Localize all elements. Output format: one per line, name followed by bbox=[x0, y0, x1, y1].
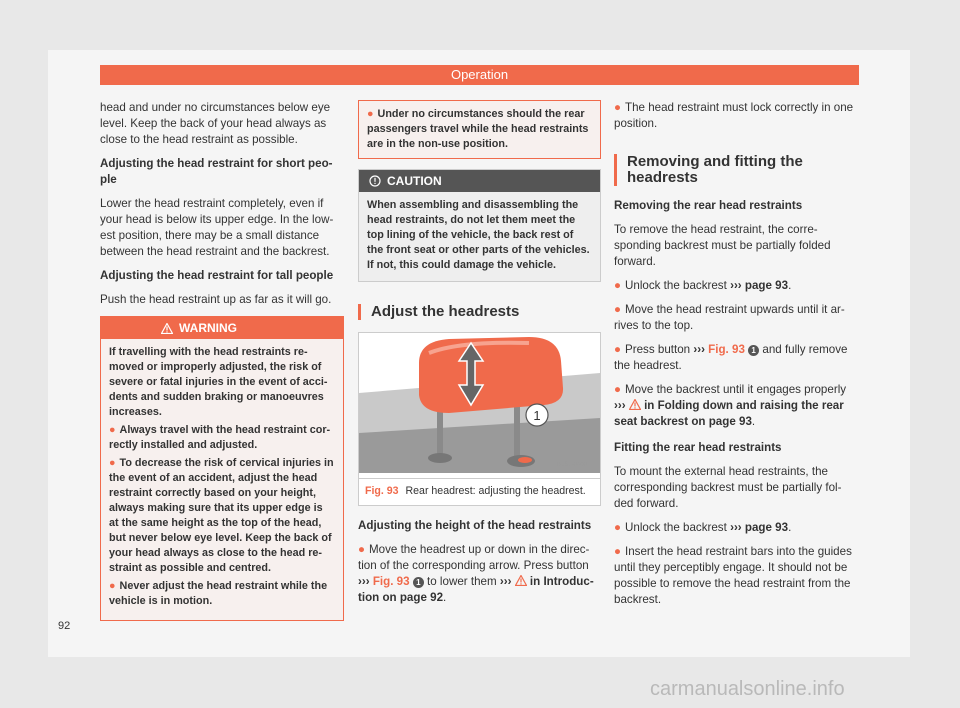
warning-triangle-icon bbox=[161, 323, 173, 334]
figure-label: Fig. 93 bbox=[365, 485, 399, 497]
warning-bullet: ● To decrease the risk of cervical injuries in the event of an accident, adjust the head restraint correctly based on your height, always making sure that its upper edge is at the same height as the top of the head, but never below eye level. Keep the back of your head always as close to the head re-straint as possible and centred. bbox=[109, 457, 334, 574]
list-item: ● The head restraint must lock correctly in one position. bbox=[614, 101, 854, 130]
arrows: ››› bbox=[358, 575, 370, 588]
paragraph: To mount the external head restraints, the corresponding backrest must be partially fol-ded forward. bbox=[614, 465, 842, 510]
warning-triangle-icon bbox=[629, 399, 641, 410]
caution-box bbox=[358, 169, 601, 282]
caution-header bbox=[359, 170, 600, 192]
fig-93-link[interactable]: Fig. 93 bbox=[372, 575, 410, 588]
figure-callout: 1 bbox=[533, 408, 541, 423]
column-3 bbox=[614, 100, 860, 616]
list-item: ● Move the head restraint upwards until it ar-rives to the top. bbox=[614, 303, 845, 332]
callout-number-icon: 1 bbox=[748, 345, 759, 356]
introduction-link[interactable]: in Introduc-tion on page 92 bbox=[358, 575, 594, 604]
list-item: ● Press button ››› Fig. 93 1 and fully remove the headrest. bbox=[614, 343, 848, 372]
paragraph: Lower the head restraint completely, even if your head is below its upper edge. In the low-est position, there may be a small distance between the head restraint and the backrest. bbox=[100, 197, 334, 258]
bullet-icon: ● bbox=[358, 543, 366, 556]
bullet-icon: ● bbox=[614, 303, 622, 316]
column-1 bbox=[100, 100, 344, 621]
fig-93-link[interactable]: Fig. 93 bbox=[708, 343, 745, 356]
bullet-icon: ● bbox=[614, 545, 622, 558]
list-item: ● Unlock the backrest ››› page 93. bbox=[614, 279, 792, 292]
list-item: ● Move the backrest until it engages properly ››› in Folding down and raising the rear seat backrest on page 93. bbox=[614, 383, 847, 428]
bullet-icon: ● bbox=[367, 108, 374, 120]
page-header: Operation bbox=[100, 65, 859, 85]
warning-box bbox=[100, 316, 344, 621]
bullet-icon: ● bbox=[109, 457, 116, 469]
warning-bullet: ● Always travel with the head restraint cor-rectly installed and adjusted. bbox=[109, 424, 331, 451]
list-item: ● Unlock the backrest ››› page 93. bbox=[614, 521, 792, 534]
warning-triangle-icon bbox=[515, 575, 527, 586]
warning-intro: If travelling with the head restraints re-moved or improperly adjusted, the risk of severe or fatal injuries in the event of acci-dents and sudden braking or manoeuvres increases. bbox=[109, 346, 328, 418]
subheading-remove: Removing the rear head restraints bbox=[614, 199, 803, 212]
warning-continuation-box: ● Under no circumstances should the rear passengers travel while the head restraints are in the non-use position. bbox=[358, 100, 601, 159]
paragraph: Push the head restraint up as far as it will go. bbox=[100, 293, 332, 306]
bullet-icon: ● bbox=[614, 279, 622, 292]
figure-93 bbox=[358, 332, 601, 506]
callout-number-icon: 1 bbox=[413, 577, 424, 588]
page-number: 92 bbox=[58, 620, 71, 632]
subheading-short-people: Adjusting the head restraint for short peo-ple bbox=[100, 157, 333, 186]
page-93-link[interactable]: page 93 bbox=[744, 521, 789, 534]
caution-info-icon bbox=[369, 175, 381, 187]
figure-caption: Fig. 93 Rear headrest: adjusting the headrest. bbox=[359, 478, 600, 505]
subheading-tall-people: Adjusting the head restraint for tall people bbox=[100, 269, 334, 282]
section-title: Removing and fitting the headrests bbox=[614, 154, 860, 186]
section-title: Adjust the headrests bbox=[358, 304, 601, 320]
warning-bullet: ● Never adjust the head restraint while the vehicle is in motion. bbox=[109, 580, 328, 607]
subheading-fit: Fitting the rear head restraints bbox=[614, 441, 782, 454]
paragraph: ● Move the headrest up or down in the direc-tion of the corresponding arrow. Press button ››› Fig. 93 1 to lower them ››› in Introduc-tion on page 92. bbox=[358, 543, 594, 604]
caution-body: When assembling and disassembling the head restraints, do not let them meet the top lining of the vehicle, the back rest of the front seat or other parts of the vehicles. If not, this could damage the vehicle. bbox=[367, 199, 590, 271]
page-93-link[interactable]: page 93 bbox=[744, 279, 789, 292]
subheading-adjust-height: Adjusting the height of the head restraints bbox=[358, 519, 592, 532]
warning-title: WARNING bbox=[179, 321, 237, 335]
caution-title: CAUTION bbox=[387, 174, 442, 188]
warning-header bbox=[101, 317, 343, 339]
paragraph: To remove the head restraint, the corre-sponding backrest must be partially folded forward. bbox=[614, 223, 831, 268]
bullet-icon: ● bbox=[109, 424, 116, 436]
bullet-icon: ● bbox=[614, 383, 622, 396]
headrest-illustration bbox=[359, 333, 600, 473]
bullet-icon: ● bbox=[109, 580, 116, 592]
folding-backrest-link[interactable]: in Folding down and raising the rear seat backrest on page 93 bbox=[614, 399, 844, 428]
bullet-icon: ● bbox=[614, 521, 622, 534]
bullet-icon: ● bbox=[614, 101, 622, 114]
list-item: ● Insert the head restraint bars into the guides until they perceptibly engage. It should not be possible to remove the head restraint from the backrest. bbox=[614, 545, 852, 606]
watermark: carmanualsonline.info bbox=[650, 678, 845, 700]
column-2 bbox=[358, 100, 601, 614]
warning-body bbox=[101, 339, 343, 620]
bullet-icon: ● bbox=[614, 343, 622, 356]
paragraph: head and under no circumstances below eye level. Keep the back of your head always as close to the head restraint as possible. bbox=[100, 101, 331, 146]
figure-code: B1SL-0400 bbox=[556, 462, 587, 468]
